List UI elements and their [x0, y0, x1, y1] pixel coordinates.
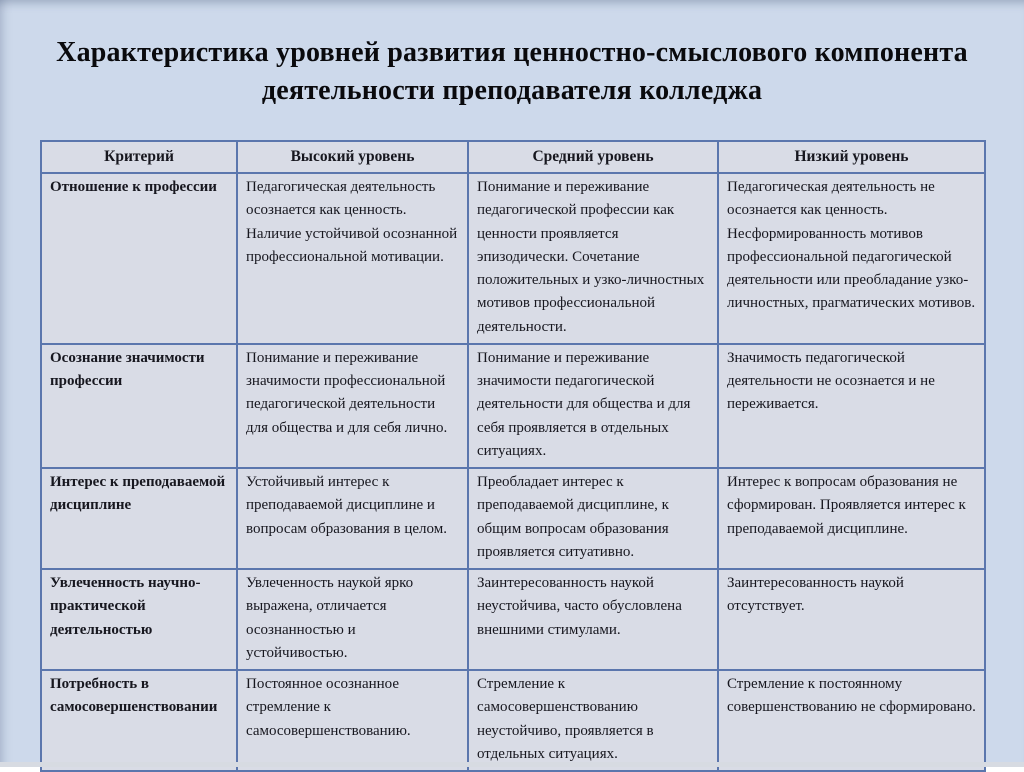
low-level-cell: Значимость педагогической деятельности не осознается и не переживается. — [718, 344, 985, 468]
high-level-cell: Постоянное осознанное стремление к самосовершенствованию. — [237, 670, 468, 771]
high-level-cell: Устойчивый интерес к преподаваемой дисциплине и вопросам образования в целом. — [237, 468, 468, 569]
high-level-cell: Увлеченность наукой ярко выражена, отличается осознанностью и устойчивостью. — [237, 569, 468, 670]
criterion-cell: Отношение к профессии — [41, 173, 237, 344]
page-title: Характеристика уровней развития ценностно-смыслового компонента деятельности преподавателя колледжа — [56, 37, 968, 107]
column-header-medium-level: Средний уровень — [468, 141, 718, 173]
column-header-low-level: Низкий уровень — [718, 141, 985, 173]
table-row — [41, 670, 985, 771]
column-header-criterion: Критерий — [41, 141, 237, 173]
table-header-row — [41, 141, 985, 173]
table-row — [41, 468, 985, 569]
low-level-cell: Интерес к вопросам образования не сформирован. Проявляется интерес к преподаваемой дисциплине. — [718, 468, 985, 569]
high-level-cell: Педагогическая деятельность осознается как ценность. Наличие устойчивой осознанной профессиональной мотивации. — [237, 173, 468, 344]
table-row — [41, 173, 985, 344]
criterion-cell: Увлеченность научно-практической деятельностью — [41, 569, 237, 670]
criterion-cell: Потребность в самосовершенствовании — [41, 670, 237, 771]
high-level-cell: Понимание и переживание значимости профессиональной педагогической деятельности для общества и для себя лично. — [237, 344, 468, 468]
table-row — [41, 569, 985, 670]
medium-level-cell: Заинтересованность наукой неустойчива, часто обусловлена внешними стимулами. — [468, 569, 718, 670]
medium-level-cell: Преобладает интерес к преподаваемой дисциплине, к общим вопросам образования проявляется ситуативно. — [468, 468, 718, 569]
criterion-cell: Осознание значимости профессии — [41, 344, 237, 468]
table-row — [41, 344, 985, 468]
medium-level-cell: Стремление к самосовершенствованию неустойчиво, проявляется в отдельных ситуациях. — [468, 670, 718, 771]
low-level-cell: Педагогическая деятельность не осознается как ценность. Несформированность мотивов профессиональной педагогической деятельности или преобладание узко-личностных, прагматических мотивов. — [718, 173, 985, 344]
column-header-high-level: Высокий уровень — [237, 141, 468, 173]
medium-level-cell: Понимание и переживание педагогической профессии как ценности проявляется эпизодически. Сочетание положительных и узко-личностных мотивов профессиональной деятельности. — [468, 173, 718, 344]
slide-bottom-edge — [0, 762, 1024, 767]
levels-table — [40, 140, 986, 772]
low-level-cell: Заинтересованность наукой отсутствует. — [718, 569, 985, 670]
medium-level-cell: Понимание и переживание значимости педагогической деятельности для общества и для себя проявляется в отдельных ситуациях. — [468, 344, 718, 468]
criterion-cell: Интерес к преподаваемой дисциплине — [41, 468, 237, 569]
low-level-cell: Стремление к постоянному совершенствованию не сформировано. — [718, 670, 985, 771]
